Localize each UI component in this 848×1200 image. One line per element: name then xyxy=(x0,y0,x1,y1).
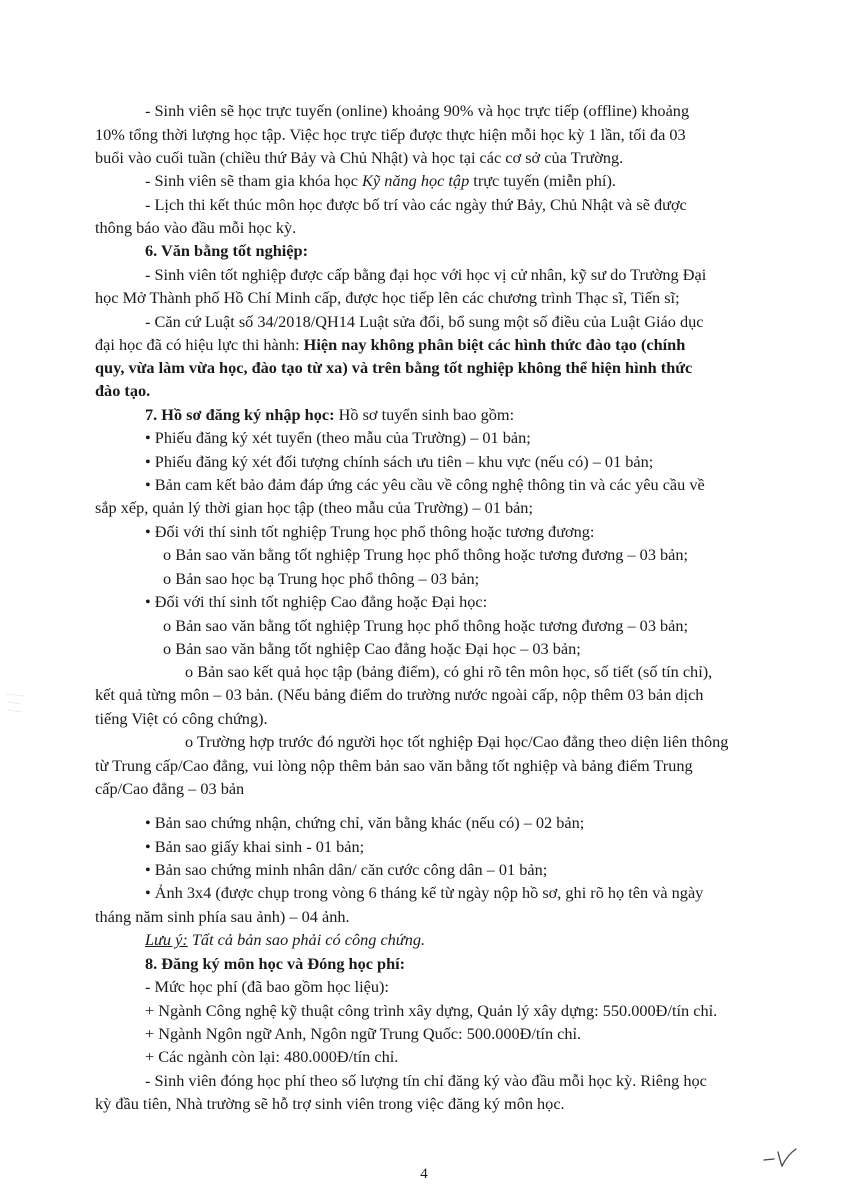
section-heading: 6. Văn bằng tốt nghiệp: xyxy=(145,241,309,260)
paragraph-line: thông báo vào đầu mỗi học kỳ. xyxy=(95,218,297,237)
page-number: 4 xyxy=(420,1166,428,1182)
paragraph-line: tiếng Việt có công chứng). xyxy=(95,709,268,728)
list-item: • Đối với thí sinh tốt nghiệp Cao đẳng hoặc Đại học: xyxy=(145,592,488,611)
paragraph-line: kỳ đầu tiên, Nhà trường sẽ hỗ trợ sinh viên trong việc đăng ký môn học. xyxy=(95,1094,565,1113)
paragraph-line: + Ngành Ngôn ngữ Anh, Ngôn ngữ Trung Quốc: 500.000Đ/tín chỉ. xyxy=(145,1024,582,1043)
paragraph-line: - Mức học phí (đã bao gồm học liệu): xyxy=(145,977,389,996)
paragraph-line: + Các ngành còn lại: 480.000Đ/tín chỉ. xyxy=(145,1047,399,1066)
paragraph-line: sắp xếp, quản lý thời gian học tập (theo mẫu của Trường) – 01 bản; xyxy=(95,498,533,517)
paragraph-line: học Mở Thành phố Hồ Chí Minh cấp, được học tiếp lên các chương trình Thạc sĩ, Tiến sĩ; xyxy=(95,288,680,307)
paragraph-line: - Lịch thi kết thúc môn học được bố trí vào các ngày thứ Bảy, Chủ Nhật và sẽ được xyxy=(145,195,687,214)
sub-list-item: o Bản sao văn bằng tốt nghiệp Cao đẳng hoặc Đại học – 03 bản; xyxy=(163,639,581,658)
note-line: Lưu ý: Tất cả bản sao phải có công chứng. xyxy=(145,930,426,949)
list-item: • Phiếu đăng ký xét đối tượng chính sách ưu tiên – khu vực (nếu có) – 01 bản; xyxy=(145,452,654,471)
section-heading: 7. Hồ sơ đăng ký nhập học: Hồ sơ tuyển sinh bao gồm: xyxy=(145,405,515,424)
list-item: • Đối với thí sinh tốt nghiệp Trung học phổ thông hoặc tương đương: xyxy=(145,522,595,541)
sub-list-item: o Bản sao văn bằng tốt nghiệp Trung học phổ thông hoặc tương đương – 03 bản; xyxy=(163,545,689,564)
paragraph-line: đại học đã có hiệu lực thi hành: Hiện nay không phân biệt các hình thức đào tạo (chính xyxy=(95,335,686,354)
paragraph-line: đào tạo. xyxy=(95,381,151,400)
paragraph-line: 10% tổng thời lượng học tập. Việc học trực tiếp được thực hiện mỗi học kỳ 1 lần, tối đa 03 xyxy=(95,125,686,144)
list-item: • Phiếu đăng ký xét tuyển (theo mẫu của Trường) – 01 bản; xyxy=(145,428,531,447)
sub-list-item: o Trường hợp trước đó người học tốt nghiệp Đại học/Cao đẳng theo diện liên thông xyxy=(185,732,729,751)
paragraph-line: từ Trung cấp/Cao đẳng, vui lòng nộp thêm bản sao văn bằng tốt nghiệp và bảng điểm Trung xyxy=(95,756,693,775)
paragraph-line: + Ngành Công nghệ kỹ thuật công trình xây dựng, Quản lý xây dựng: 550.000Đ/tín chỉ. xyxy=(145,1001,718,1020)
paragraph-line: - Sinh viên sẽ học trực tuyến (online) khoảng 90% và học trực tiếp (offline) khoảng xyxy=(145,101,690,120)
paragraph-line: - Sinh viên tốt nghiệp được cấp bằng đại học với học vị cử nhân, kỹ sư do Trường Đại xyxy=(145,265,707,284)
sub-list-item: o Bản sao văn bằng tốt nghiệp Trung học phổ thông hoặc tương đương – 03 bản; xyxy=(163,616,689,635)
paragraph-line: cấp/Cao đẳng – 03 bản xyxy=(95,779,245,798)
list-item: • Bản cam kết bảo đảm đáp ứng các yêu cầu về công nghệ thông tin và các yêu cầu về xyxy=(145,475,705,494)
paragraph-line: - Sinh viên sẽ tham gia khóa học Kỹ năng học tập trực tuyến (miễn phí). xyxy=(145,171,616,190)
list-item: • Bản sao chứng nhận, chứng chỉ, văn bằng khác (nếu có) – 02 bản; xyxy=(145,813,585,832)
list-item: • Bản sao chứng minh nhân dân/ căn cước công dân – 01 bản; xyxy=(145,860,548,879)
list-item: • Bản sao giấy khai sinh - 01 bản; xyxy=(145,837,365,856)
sub-list-item: o Bản sao học bạ Trung học phổ thông – 03 bản; xyxy=(163,569,480,588)
paragraph-line: tháng năm sinh phía sau ảnh) – 04 ảnh. xyxy=(95,907,350,926)
paragraph-line: - Căn cứ Luật số 34/2018/QH14 Luật sửa đổi, bổ sung một số điều của Luật Giáo dục xyxy=(145,312,704,331)
paragraph-line: - Sinh viên đóng học phí theo số lượng tín chỉ đăng ký vào đầu mỗi học kỳ. Riêng học xyxy=(145,1071,707,1090)
scan-artifact-icon xyxy=(4,690,28,718)
paragraph-line: quy, vừa làm vừa học, đào tạo từ xa) và trên bằng tốt nghiệp không thể hiện hình thức xyxy=(95,358,693,377)
section-heading: 8. Đăng ký môn học và Đóng học phí: xyxy=(145,954,406,973)
paragraph-line: kết quả từng môn – 03 bản. (Nếu bảng điểm do trường nước ngoài cấp, nộp thêm 03 bản dịch xyxy=(95,685,704,704)
list-item: • Ảnh 3x4 (được chụp trong vòng 6 tháng kể từ ngày nộp hồ sơ, ghi rõ họ tên và ngày xyxy=(145,883,704,902)
paragraph-line: buổi vào cuối tuần (chiều thứ Bảy và Chủ Nhật) và học tại các cơ sở của Trường. xyxy=(95,148,624,167)
sub-list-item: o Bản sao kết quả học tập (bảng điểm), có ghi rõ tên môn học, số tiết (số tín chỉ), xyxy=(185,662,713,681)
